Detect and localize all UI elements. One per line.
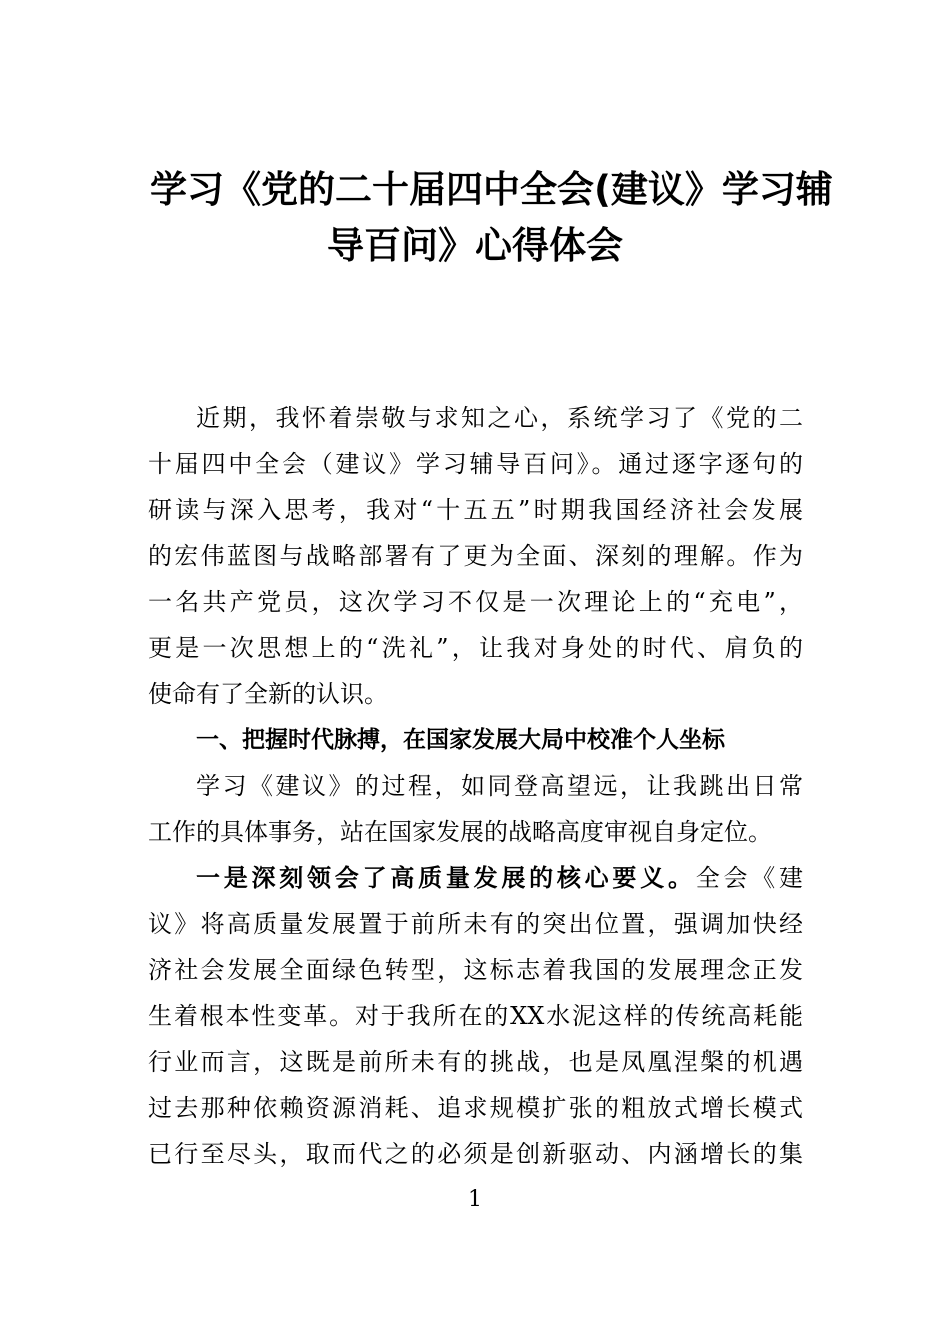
- paragraph-point-one: [148, 855, 803, 1177]
- paragraph-line: 过去那种依赖资源消耗、追求规模扩张的粗放式增长模式: [148, 1094, 803, 1122]
- paragraph-line: 十届四中全会（建议》学习辅导百问》。通过逐字逐句的: [148, 450, 803, 478]
- section-heading: 一、把握时代脉搏，在国家发展大局中校准个人坐标: [196, 727, 725, 753]
- paragraph-line: 已行至尽头，取而代之的必须是创新驱动、内涵增长的集: [148, 1140, 803, 1168]
- document-body: [148, 395, 803, 1177]
- paragraph-line: 济社会发展全面绿色转型，这标志着我国的发展理念正发: [148, 956, 803, 984]
- paragraph-line: [148, 855, 803, 901]
- paragraph-intro: [148, 395, 803, 717]
- paragraph-line: 工作的具体事务，站在国家发展的战略高度审视自身定位。: [148, 818, 772, 846]
- page-number: 1: [468, 1187, 482, 1212]
- paragraph-line: 使命有了全新的认识。: [148, 680, 388, 708]
- paragraph-line: 近期，我怀着崇敬与求知之心，系统学习了《党的二: [196, 404, 803, 432]
- point-lead-sentence: 一是深刻领会了高质量发展的核心要义。: [196, 863, 696, 892]
- paragraph-section-intro: [148, 763, 803, 855]
- paragraph-line: 一名共产党员，这次学习不仅是一次理论上的“充电”，: [148, 588, 803, 616]
- paragraph-line: 更是一次思想上的“洗礼”，让我对身处的时代、肩负的: [148, 634, 803, 662]
- paragraph-line: 议》将高质量发展置于前所未有的突出位置，强调加快经: [148, 910, 803, 938]
- paragraph-line: 的宏伟蓝图与战略部署有了更为全面、深刻的理解。作为: [148, 542, 803, 570]
- title-line-1: 学习《党的二十届四中全会(建议》学习辅: [150, 168, 833, 211]
- paragraph-line: 学习《建议》的过程，如同登高望远，让我跳出日常: [196, 772, 803, 800]
- paragraph-line: 生着根本性变革。对于我所在的XX水泥这样的传统高耗能: [148, 1002, 803, 1030]
- title-line-2: 导百问》心得体会: [327, 224, 623, 267]
- point-lead-rest: 全会《建: [695, 864, 804, 892]
- document-title: [150, 162, 833, 274]
- paragraph-line: 行业而言，这既是前所未有的挑战，也是凤凰涅槃的机遇: [148, 1048, 803, 1076]
- paragraph-line: 研读与深入思考，我对“十五五”时期我国经济社会发展: [148, 496, 803, 524]
